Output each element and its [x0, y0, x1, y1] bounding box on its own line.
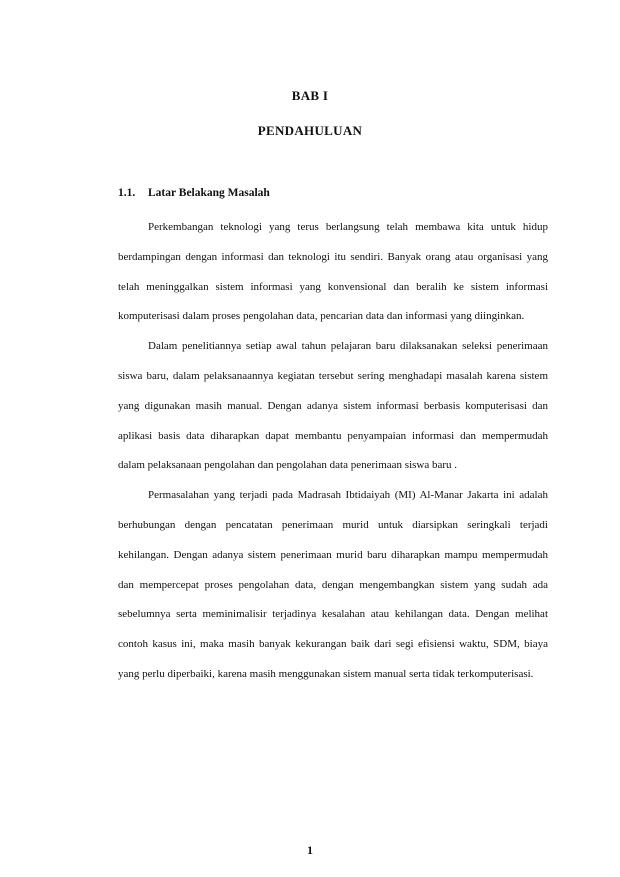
page-number: 1: [307, 843, 313, 857]
paragraph-2: Dalam penelitiannya setiap awal tahun pelajaran baru dilaksanakan seleksi penerimaan siswa baru, dalam pelaksanaannya kegiatan tersebut sering menghadapi masalah karena sistem yang digunakan masih manual. Dengan adanya sistem informasi berbasis komputerisasi dan aplikasi basis data diharapkan dapat membantu penyampaian informasi dan mempermudah dalam pelaksanaan pengolahan dan pengolahan data penerimaan siswa baru .: [118, 340, 548, 472]
section-heading: [118, 187, 270, 199]
paragraph-3: Permasalahan yang terjadi pada Madrasah Ibtidaiyah (MI) Al-Manar Jakarta ini adalah berhubungan dengan pencatatan penerimaan murid untuk diarsipkan seringkali terjadi kehilangan. Dengan adanya sistem penerimaan murid baru diharapkan mampu mempermudah dan mempercepat proses pengolahan data, dengan mengembangkan sistem yang sudah ada sebelumnya serta meminimalisir terjadinya kesalahan atau kehilangan data. Dengan melihat contoh kasus ini, maka masih banyak kekurangan baik dari segi efisiensi waktu, SDM, biaya yang perlu diperbaiki, karena masih menggunakan sistem manual serta tidak terkomputerisasi.: [118, 489, 548, 680]
body-text: [118, 213, 548, 690]
paragraph-1: Perkembangan teknologi yang terus berlangsung telah membawa kita untuk hidup berdampingan dengan informasi dan teknologi itu sendiri. Banyak orang atau organisasi yang telah meninggalkan sistem informasi yang konvensional dan beralih ke sistem informasi komputerisasi dalam proses pengolahan data, pencarian data dan informasi yang diinginkan.: [118, 221, 548, 323]
section-title: Latar Belakang Masalah: [148, 187, 270, 199]
section-number: 1.1.: [118, 187, 136, 199]
chapter-label: BAB I: [291, 88, 329, 103]
chapter-title: PENDAHULUAN: [257, 123, 363, 138]
